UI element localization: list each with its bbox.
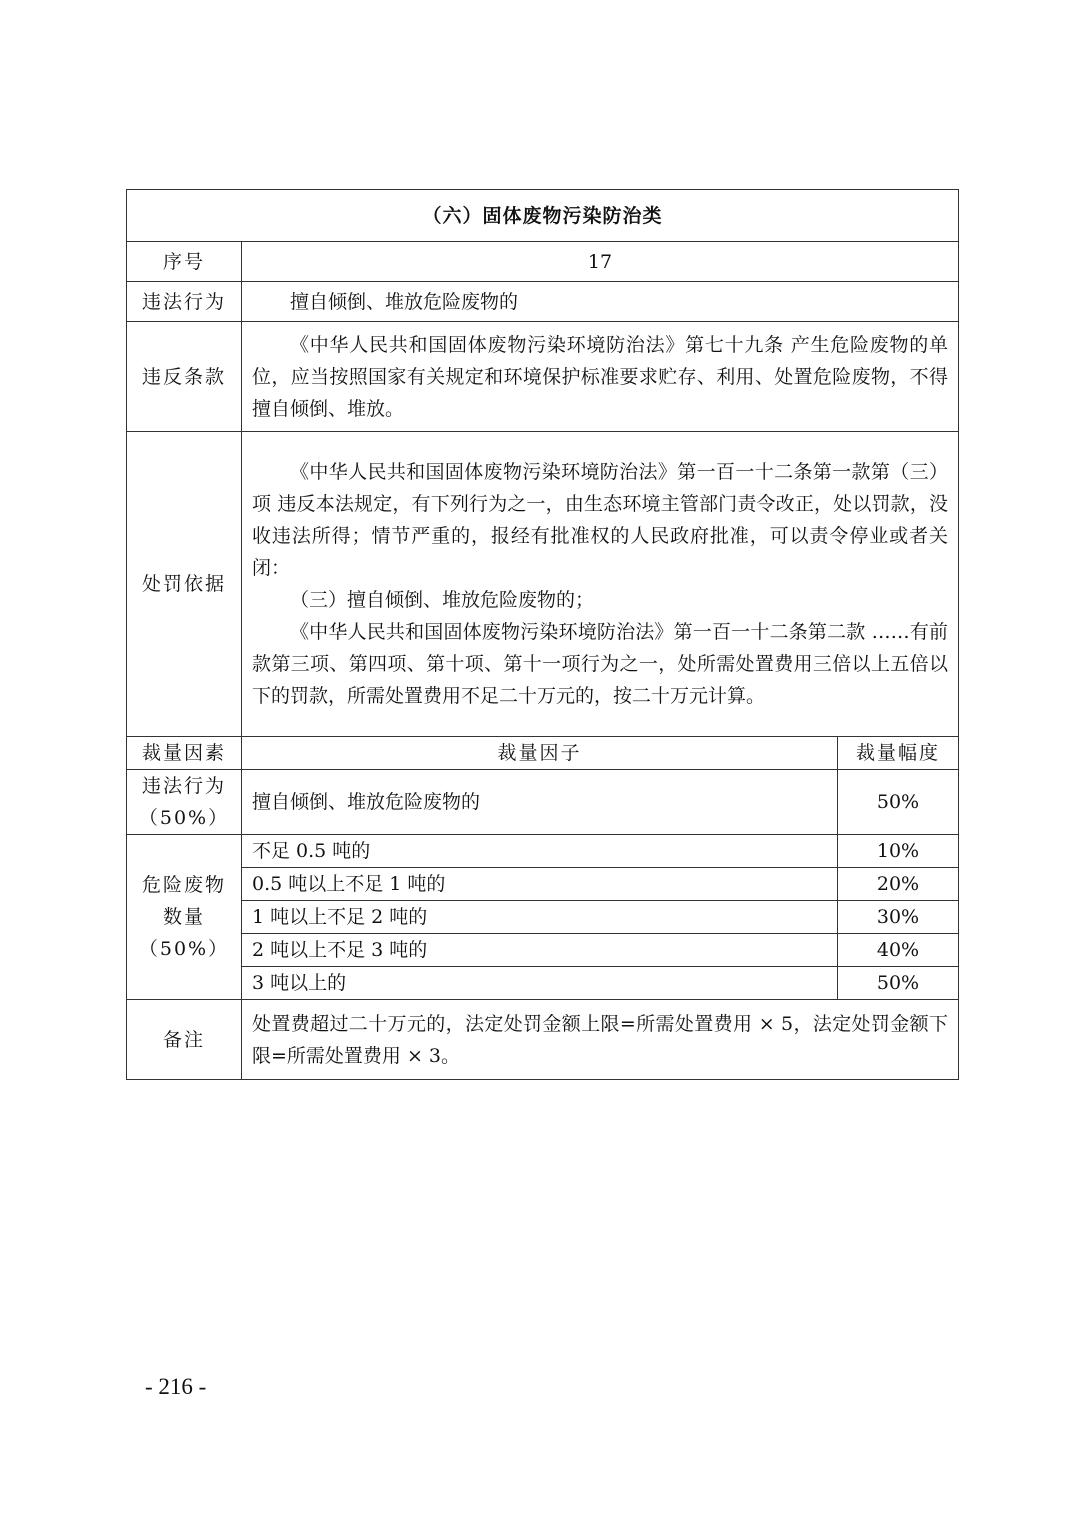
clause-label: 违反条款 [127, 322, 242, 432]
penalty-basis-label: 处罚依据 [127, 432, 242, 737]
quantity-item: 不足 0.5 吨的 [242, 835, 838, 868]
quantity-factor-line-1: 危险废物 [141, 874, 226, 896]
behavior-item: 擅自倾倒、堆放危险废物的 [242, 770, 838, 835]
quantity-range: 30% [837, 901, 958, 934]
penalty-basis-paragraph-2: （三）擅自倾倒、堆放危险废物的； [290, 589, 595, 611]
quantity-factor-line-3: （50%） [138, 938, 230, 960]
quantity-item: 3 吨以上的 [242, 967, 838, 1000]
remarks-text: 处置费超过二十万元的，法定处罚金额上限=所需处置费用 × 5，法定处罚金额下限=所需处置费用 × 3。 [252, 1012, 948, 1067]
violation-value [242, 282, 959, 322]
remarks-label: 备注 [127, 1000, 242, 1080]
clause-cell [242, 322, 959, 432]
quantity-range: 50% [837, 967, 958, 1000]
serial-value: 17 [242, 242, 959, 282]
clause-text: 《中华人民共和国固体废物污染环境防治法》第七十九条 产生危险废物的单位，应当按照国家有关规定和环境保护标准要求贮存、利用、处置危险废物，不得擅自倾倒、堆放。 [252, 333, 948, 420]
penalty-basis-paragraph-1: 《中华人民共和国固体废物污染环境防治法》第一百一十二条第一款第（三）项 违反本法规定，有下列行为之一，由生态环境主管部门责令改正，处以罚款，没收违法所得；情节严重的，报经有批准权的人民政府批准，可以责令停业或者关闭： [252, 461, 948, 579]
item-header: 裁量因子 [242, 737, 838, 770]
behavior-factor-line-2: （50%） [138, 807, 230, 829]
quantity-item: 0.5 吨以上不足 1 吨的 [242, 868, 838, 901]
penalty-basis-paragraph-3: 《中华人民共和国固体废物污染环境防治法》第一百一十二条第二款 ……有前款第三项、第四项、第十项、第十一项行为之一，处所需处置费用三倍以上五倍以下的罚款，所需处置费用不足二十万元的，按二十万元计算。 [252, 621, 948, 707]
quantity-range: 40% [837, 934, 958, 967]
serial-label: 序号 [127, 242, 242, 282]
remarks-cell [242, 1000, 959, 1080]
quantity-factor-label [127, 835, 242, 1000]
discretion-table [126, 189, 959, 1080]
range-header: 裁量幅度 [837, 737, 958, 770]
page-number: - 216 - [145, 1374, 207, 1399]
quantity-range: 20% [837, 868, 958, 901]
violation-text: 擅自倾倒、堆放危险废物的 [290, 290, 519, 313]
factor-header: 裁量因素 [127, 737, 242, 770]
violation-label: 违法行为 [127, 282, 242, 322]
table-title: （六）固体废物污染防治类 [127, 190, 959, 242]
penalty-basis-cell [242, 432, 959, 737]
quantity-range: 10% [837, 835, 958, 868]
behavior-factor-line-1: 违法行为 [141, 775, 226, 797]
behavior-range: 50% [837, 770, 958, 835]
quantity-item: 2 吨以上不足 3 吨的 [242, 934, 838, 967]
behavior-factor-label [127, 770, 242, 835]
quantity-factor-line-2: 数量 [162, 906, 205, 928]
quantity-item: 1 吨以上不足 2 吨的 [242, 901, 838, 934]
